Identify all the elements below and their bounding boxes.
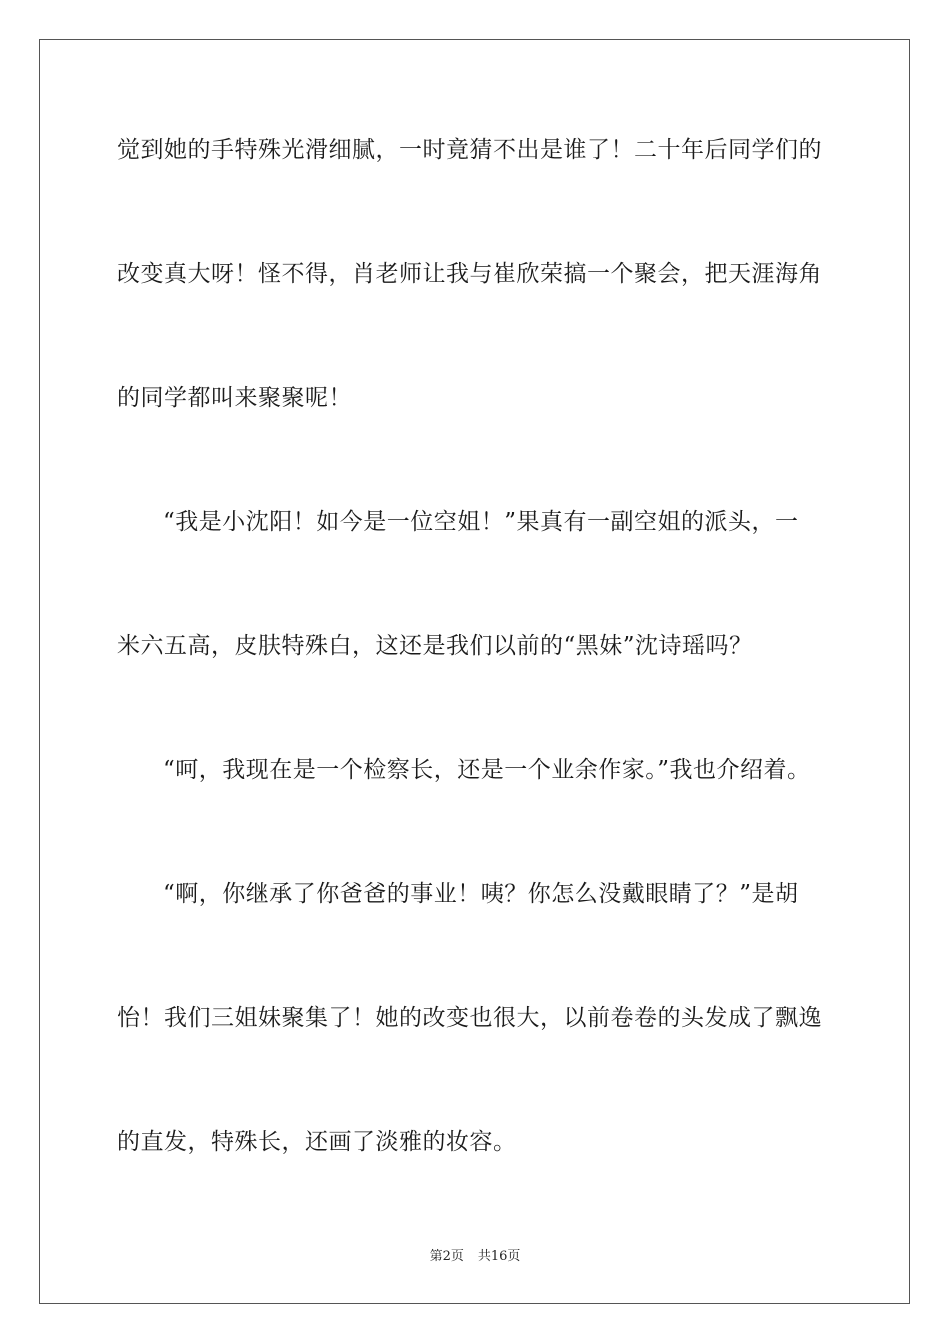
text-line-7: “啊，你继承了你爸爸的事业！咦？你怎么没戴眼睛了？”是胡 [163, 881, 799, 907]
page-border [39, 39, 910, 1304]
page-number: 第2页 [429, 1249, 464, 1264]
page-total: 共16页 [477, 1249, 521, 1264]
text-line-1: 觉到她的手特殊光滑细腻，一时竟猜不出是谁了！二十年后同学们的 [117, 137, 822, 163]
text-line-3: 的同学都叫来聚聚呢！ [117, 385, 352, 411]
text-line-9: 的直发，特殊长，还画了淡雅的妆容。 [117, 1129, 517, 1155]
text-line-4: “我是小沈阳！如今是一位空姐！”果真有一副空姐的派头，一 [163, 509, 799, 535]
text-line-5: 米六五高，皮肤特殊白，这还是我们以前的“黑妹”沈诗瑶吗？ [117, 633, 753, 659]
text-line-8: 怡！我们三姐妹聚集了！她的改变也很大，以前卷卷的头发成了飘逸 [117, 1005, 822, 1031]
text-line-2: 改变真大呀！怪不得，肖老师让我与崔欣荣搞一个聚会，把天涯海角 [117, 261, 822, 287]
page-footer [0, 1248, 950, 1266]
text-line-6: “呵，我现在是一个检察长，还是一个业余作家。”我也介绍着。 [163, 757, 811, 783]
